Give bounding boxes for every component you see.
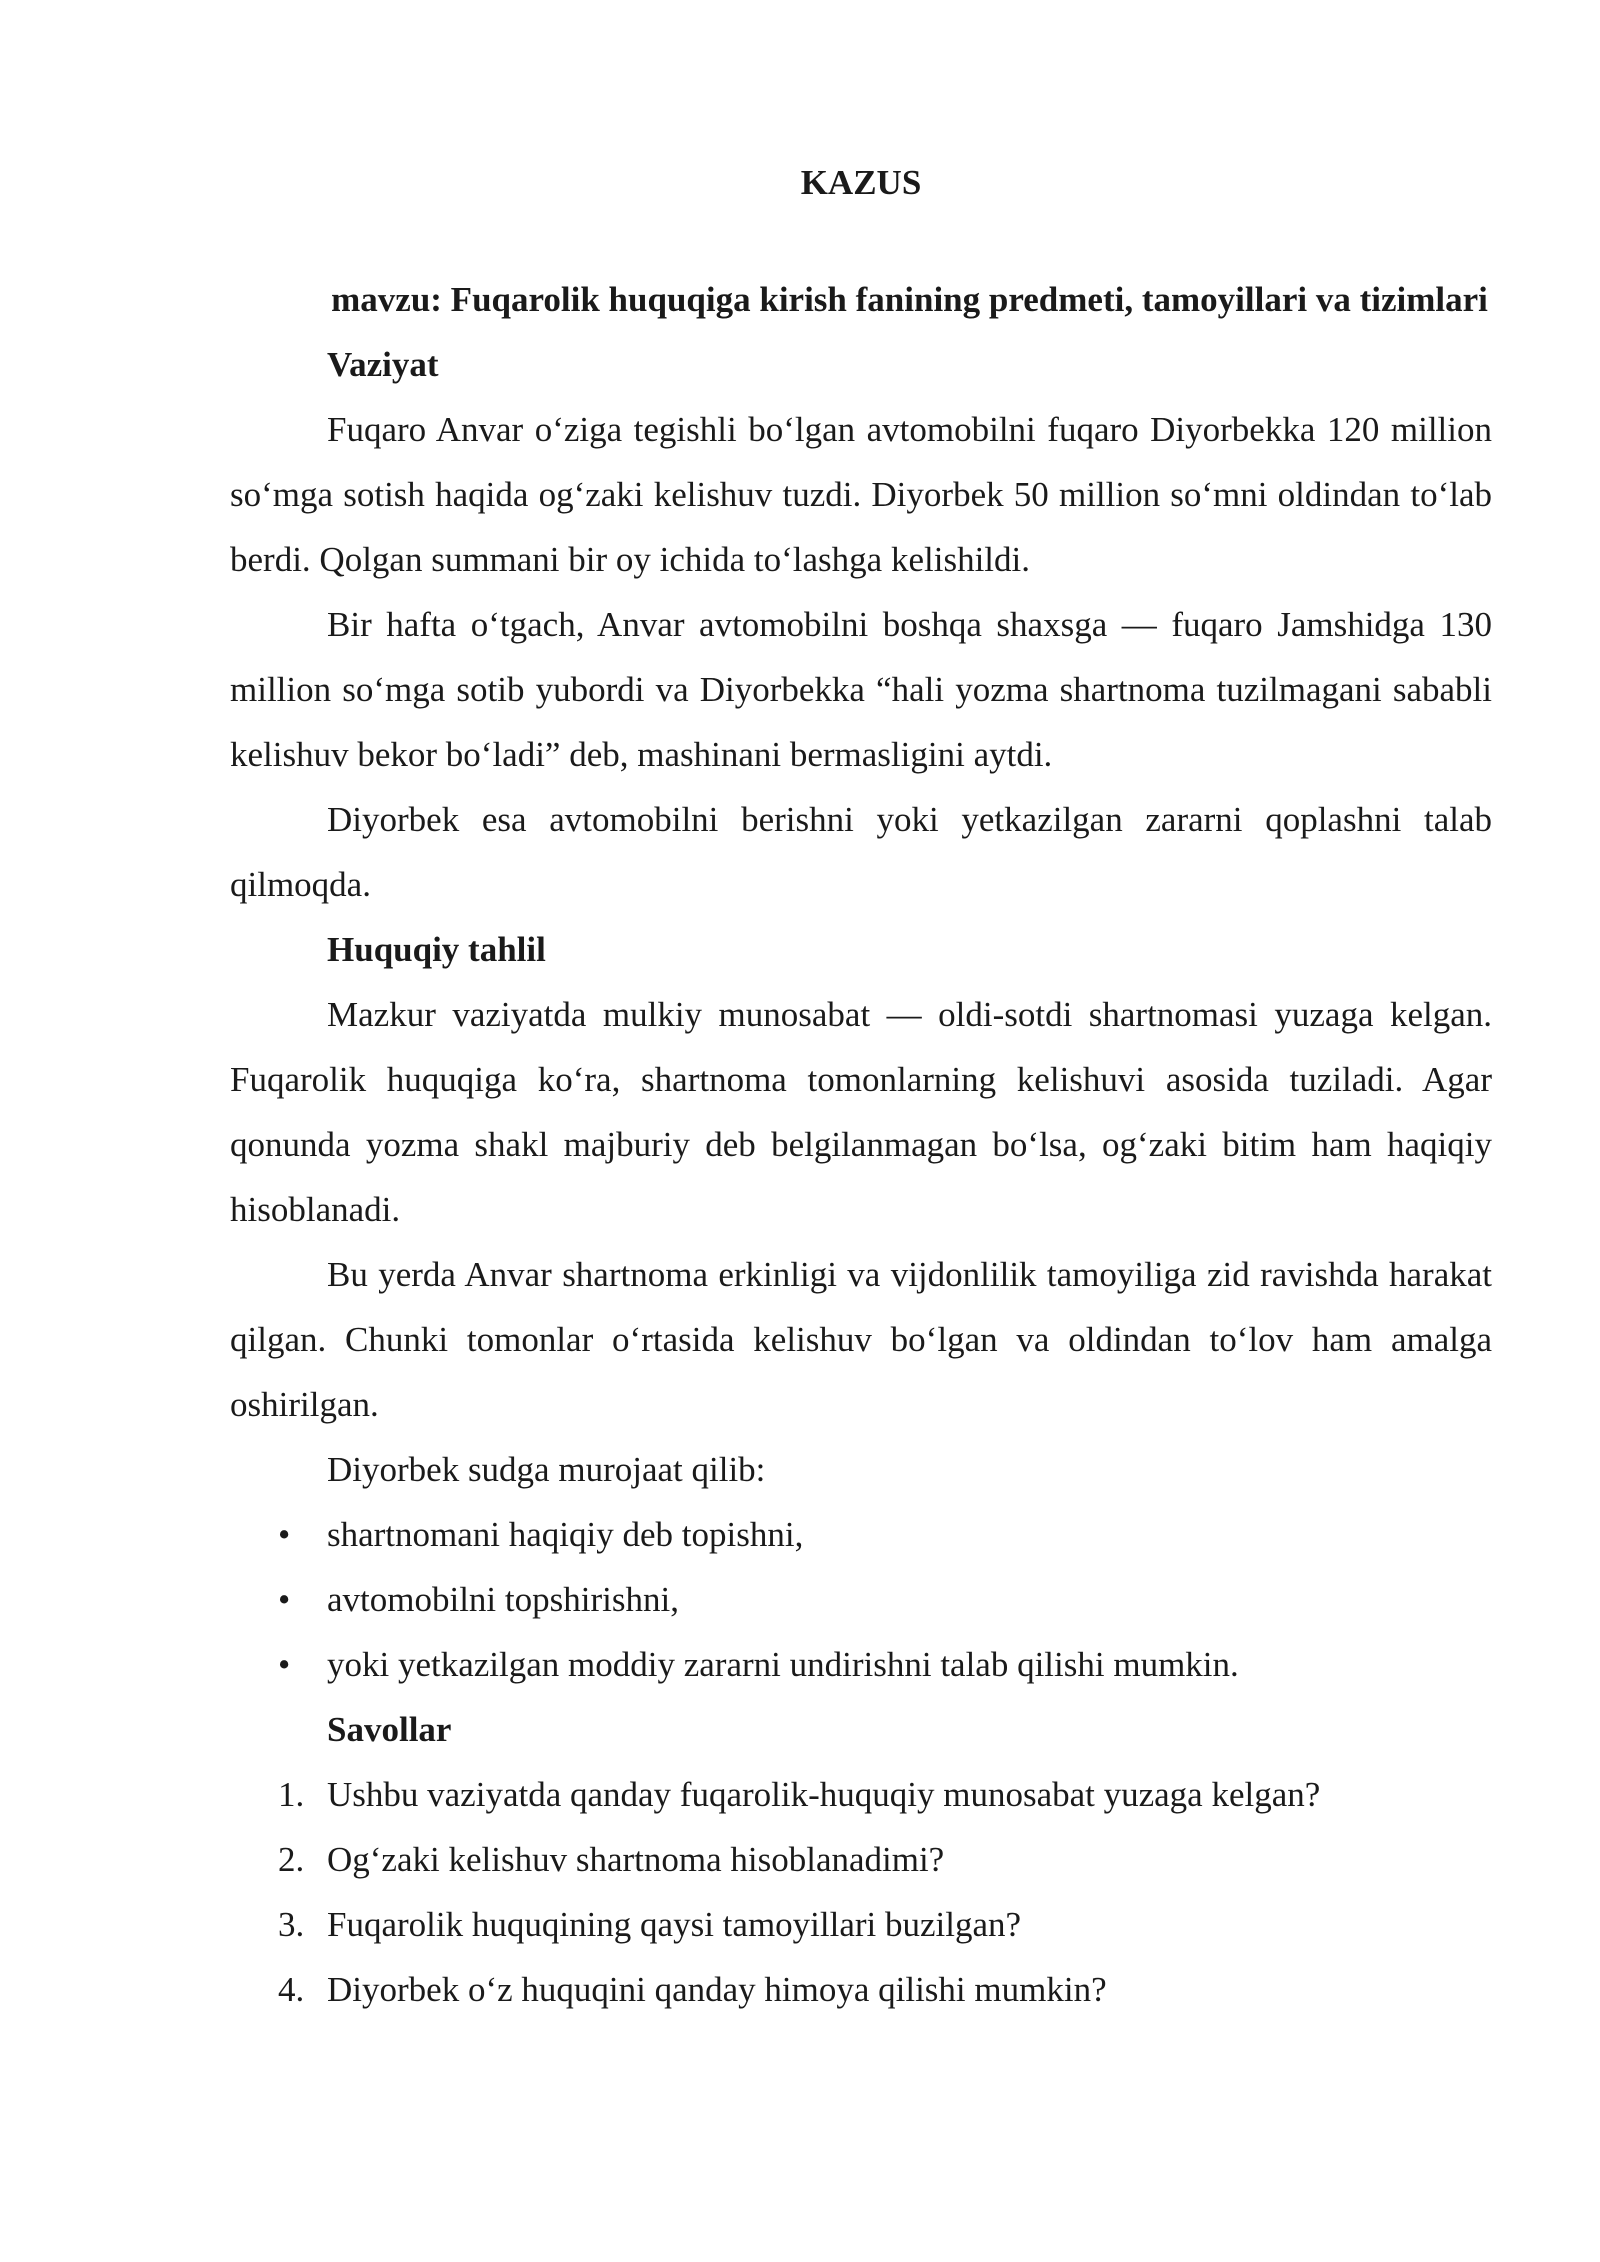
list-item-text: shartnomani haqiqiy deb topishni, [327, 1515, 804, 1554]
situation-paragraph: Bir hafta o‘tgach, Anvar avtomobilni boshqa shaxsga — fuqaro Jamshidga 130 million so‘mga sotib yubordi va Diyorbekka “hali yozma shartnoma tuzilmagani sababli kelishuv bekor bo‘ladi” deb, mashinani bermasligini aytdi. [230, 605, 1492, 774]
situation-paragraph: Fuqaro Anvar o‘ziga tegishli bo‘lgan avtomobilni fuqaro Diyorbekka 120 million so‘mga sotish haqida og‘zaki kelishuv tuzdi. Diyorbek 50 million so‘mni oldindan to‘lab berdi. Qolgan summani bir oy ichida to‘lashga kelishildi. [230, 410, 1492, 579]
list-item [230, 1502, 1492, 1567]
question-number: 4. [278, 1970, 305, 2009]
bullet-icon: • [278, 1515, 291, 1554]
situation-paragraph: Diyorbek esa avtomobilni berishni yoki yetkazilgan zararni qoplashni talab qilmoqda. [230, 800, 1492, 904]
question-text: Fuqarolik huquqining qaysi tamoyillari buzilgan? [327, 1905, 1022, 1944]
question-number: 3. [278, 1905, 305, 1944]
question-text: Ushbu vaziyatda qanday fuqarolik-huquqiy munosabat yuzaga kelgan? [327, 1775, 1321, 1814]
claims-list [230, 1502, 1492, 1697]
question-text: Diyorbek o‘z huquqini qanday himoya qilishi mumkin? [327, 1970, 1107, 2009]
analysis-heading: Huquqiy tahlil [327, 930, 546, 969]
bullet-icon: • [278, 1580, 291, 1619]
bullet-icon: • [278, 1645, 291, 1684]
situation-heading: Vaziyat [327, 345, 439, 384]
list-item [230, 1762, 1492, 1827]
list-item [230, 1632, 1492, 1697]
question-text: Og‘zaki kelishuv shartnoma hisoblanadimi? [327, 1840, 945, 1879]
questions-heading: Savollar [327, 1710, 452, 1749]
list-item-text: avtomobilni topshirishni, [327, 1580, 679, 1619]
analysis-lead: Diyorbek sudga murojaat qilib: [327, 1450, 766, 1489]
list-item [230, 1957, 1492, 2022]
question-number: 1. [278, 1775, 305, 1814]
analysis-paragraph: Bu yerda Anvar shartnoma erkinligi va vijdonlilik tamoyiliga zid ravishda harakat qilgan. Chunki tomonlar o‘rtasida kelishuv bo‘lgan va oldindan to‘lov ham amalga oshirilgan. [230, 1255, 1492, 1424]
list-item-text: yoki yetkazilgan moddiy zararni undirishni talab qilishi mumkin. [327, 1645, 1239, 1684]
questions-list [230, 1762, 1492, 2022]
document-page [230, 150, 1492, 2022]
document-topic: mavzu: Fuqarolik huquqiga kirish fanining predmeti, tamoyillari va tizimlari [331, 280, 1488, 319]
list-item [230, 1892, 1492, 1957]
list-item [230, 1567, 1492, 1632]
analysis-paragraph: Mazkur vaziyatda mulkiy munosabat — oldi-sotdi shartnomasi yuzaga kelgan. Fuqarolik huquqiga ko‘ra, shartnoma tomonlarning kelishuvi asosida tuziladi. Agar qonunda yozma shakl majburiy deb belgilanmagan bo‘lsa, og‘zaki bitim ham haqiqiy hisoblanadi. [230, 995, 1492, 1229]
document-title: KAZUS [800, 163, 922, 202]
question-number: 2. [278, 1840, 305, 1879]
list-item [230, 1827, 1492, 1892]
